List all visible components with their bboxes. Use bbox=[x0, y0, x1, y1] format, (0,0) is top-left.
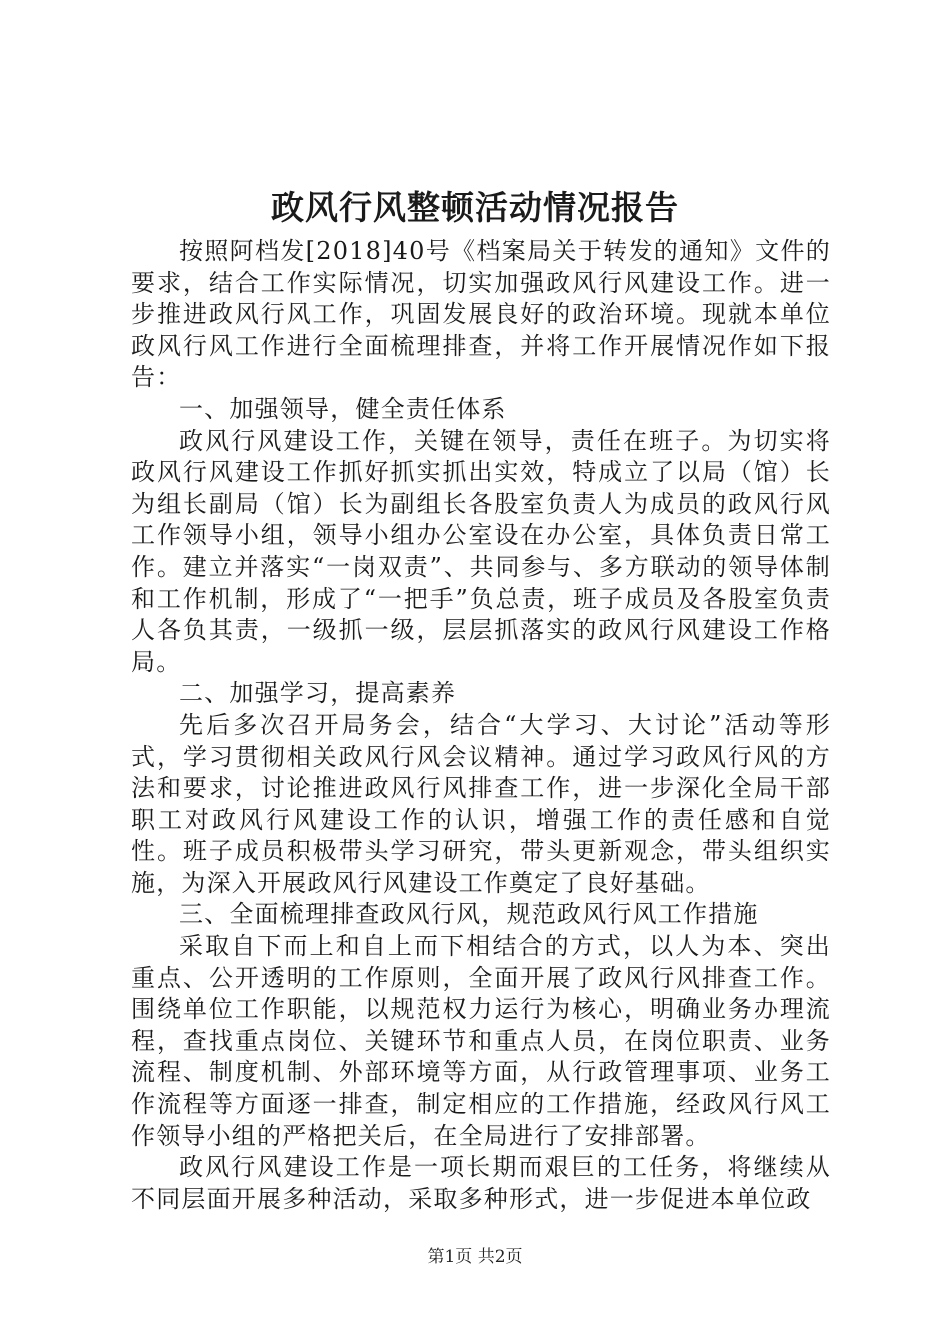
section-heading-2: 二、加强学习，提高素养 bbox=[179, 679, 457, 708]
document-title: 政风行风整顿活动情况报告 bbox=[271, 188, 679, 227]
page-footer: 第1页 共2页 bbox=[427, 1247, 523, 1267]
closing-paragraph: 政风行风建设工作是一项长期而艰巨的工任务，将继续从不同层面开展多种活动，采取多种形式，进一步促进本单位政 bbox=[131, 1153, 831, 1213]
document-body bbox=[131, 236, 831, 1215]
section-2-paragraph: 先后多次召开局务会，结合“大学习、大讨论”活动等形式，学习贯彻相关政风行风会议精神。通过学习政风行风的方法和要求，讨论推进政风行风排查工作，进一步深化全局干部职工对政风行风建设工作的认识，增强工作的责任感和自觉性。班子成员积极带头学习研究，带头更新观念，带头组织实施，为深入开展政风行风建设工作奠定了良好基础。 bbox=[131, 710, 831, 897]
section-3-paragraph: 采取自下而上和自上而下相结合的方式，以人为本、突出重点、公开透明的工作原则，全面开展了政风行风排查工作。围绕单位工作职能，以规范权力运行为核心，明确业务办理流程，查找重点岗位、关键环节和重点人员，在岗位职责、业务流程、制度机制、外部环境等方面，从行政管理事项、业务工作流程等方面逐一排查，制定相应的工作措施，经政风行风工作领导小组的严格把关后，在全局进行了安排部署。 bbox=[131, 932, 831, 1150]
section-heading-3: 三、全面梳理排查政风行风，规范政风行风工作措施 bbox=[179, 900, 759, 929]
intro-paragraph: 按照阿档发[2018]40号《档案局关于转发的通知》文件的要求，结合工作实际情况，切实加强政风行风建设工作。进一步推进政风行风工作，巩固发展良好的政治环境。现就本单位政风行风工作进行全面梳理排查，并将工作开展情况作如下报告： bbox=[131, 237, 831, 392]
section-heading-1: 一、加强领导，健全责任体系 bbox=[179, 394, 507, 423]
section-1-paragraph: 政风行风建设工作，关键在领导，责任在班子。为切实将政风行风建设工作抓好抓实抓出实效，特成立了以局（馆）长为组长副局（馆）长为副组长各股室负责人为成员的政风行风工作领导小组，领导小组办公室设在办公室，具体负责日常工作。建立并落实“一岗双责”、共同参与、多方联动的领导体制和工作机制，形成了“一把手”负总责，班子成员及各股室负责人各负其责，一级抓一级，层层抓落实的政风行风建设工作格局。 bbox=[131, 426, 831, 676]
